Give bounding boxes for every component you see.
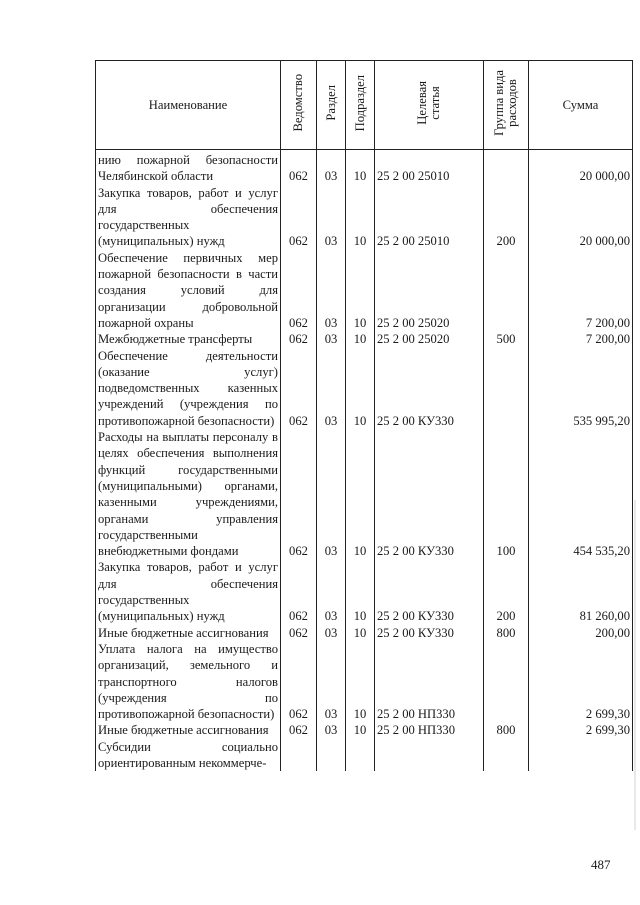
row-section: 03 xyxy=(317,348,346,429)
row-dept: 062 xyxy=(281,625,317,641)
table-row xyxy=(96,722,633,738)
row-target: 25 2 00 25020 xyxy=(375,250,484,331)
row-target: 25 2 00 КУ330 xyxy=(375,559,484,624)
row-subsection: 10 xyxy=(346,429,375,559)
row-sum: 535 995,20 xyxy=(529,348,633,429)
row-group: 100 xyxy=(484,429,529,559)
table-row xyxy=(96,429,633,559)
row-dept: 062 xyxy=(281,722,317,738)
row-dept: 062 xyxy=(281,185,317,250)
row-name: Обеспечение деятельности (оказание услуг) подведомственных казенных учреждений (учреждения по противопожарной безопасности) xyxy=(96,348,281,429)
row-subsection: 10 xyxy=(346,641,375,722)
row-name: Обеспечение первичных мер пожарной безопасности в части создания условий для организации добровольной пожарной охраны xyxy=(96,250,281,331)
row-name: Закупка товаров, работ и услуг для обеспечения государственных (муниципальных) нужд xyxy=(96,185,281,250)
row-section: 03 xyxy=(317,150,346,185)
row-section: 03 xyxy=(317,331,346,347)
row-target: 25 2 00 КУ330 xyxy=(375,348,484,429)
row-group: 500 xyxy=(484,331,529,347)
header-target: Целевая статья xyxy=(375,61,484,150)
row-name: Расходы на выплаты персоналу в целях обеспечения выполнения функций государственными (муниципальными) органами, казенными учреждениями, органами управления государственными внебюджетными фондами xyxy=(96,429,281,559)
row-dept: 062 xyxy=(281,150,317,185)
row-name: Субсидии социально ориентированным некоммерче- xyxy=(96,739,281,772)
page-number: 487 xyxy=(591,857,611,872)
row-dept: 062 xyxy=(281,250,317,331)
header-name: Наименование xyxy=(96,61,281,150)
header-sum: Сумма xyxy=(529,61,633,150)
row-subsection: 10 xyxy=(346,559,375,624)
row-dept: 062 xyxy=(281,429,317,559)
header-group: Группа вида расходов xyxy=(484,61,529,150)
row-group xyxy=(484,348,529,429)
row-sum: 2 699,30 xyxy=(529,641,633,722)
row-dept: 062 xyxy=(281,641,317,722)
row-target: 25 2 00 НП330 xyxy=(375,641,484,722)
row-section: 03 xyxy=(317,722,346,738)
row-group xyxy=(484,641,529,722)
row-subsection xyxy=(346,739,375,772)
row-name: Закупка товаров, работ и услуг для обеспечения государственных (муниципальных) нужд xyxy=(96,559,281,624)
row-sum: 20 000,00 xyxy=(529,150,633,185)
table-row xyxy=(96,625,633,641)
row-group: 200 xyxy=(484,559,529,624)
table-row xyxy=(96,641,633,722)
row-name: нию пожарной безопасности Челябинской области xyxy=(96,150,281,185)
row-section: 03 xyxy=(317,641,346,722)
row-name: Иные бюджетные ассигнования xyxy=(96,722,281,738)
row-sum: 2 699,30 xyxy=(529,722,633,738)
row-target: 25 2 00 КУ330 xyxy=(375,625,484,641)
row-subsection: 10 xyxy=(346,150,375,185)
row-name: Иные бюджетные ассигнования xyxy=(96,625,281,641)
table-row xyxy=(96,331,633,347)
row-group: 200 xyxy=(484,185,529,250)
header-dept: Ведомство xyxy=(281,61,317,150)
row-subsection: 10 xyxy=(346,250,375,331)
row-sum: 200,00 xyxy=(529,625,633,641)
row-subsection: 10 xyxy=(346,625,375,641)
table-body xyxy=(96,150,633,772)
row-section xyxy=(317,739,346,772)
row-subsection: 10 xyxy=(346,185,375,250)
row-sum: 7 200,00 xyxy=(529,250,633,331)
table-row xyxy=(96,150,633,185)
table-row xyxy=(96,348,633,429)
table-row xyxy=(96,739,633,772)
row-group xyxy=(484,250,529,331)
budget-table xyxy=(95,60,633,771)
row-target: 25 2 00 25010 xyxy=(375,150,484,185)
table-row xyxy=(96,185,633,250)
row-group: 800 xyxy=(484,722,529,738)
row-sum: 20 000,00 xyxy=(529,185,633,250)
row-subsection: 10 xyxy=(346,348,375,429)
row-dept: 062 xyxy=(281,348,317,429)
row-name: Уплата налога на имущество организаций, земельного и транспортного налогов (учреждения по противопожарной безопасности) xyxy=(96,641,281,722)
row-group xyxy=(484,150,529,185)
row-section: 03 xyxy=(317,429,346,559)
row-target: 25 2 00 25020 xyxy=(375,331,484,347)
row-subsection: 10 xyxy=(346,722,375,738)
row-sum: 81 260,00 xyxy=(529,559,633,624)
table-row xyxy=(96,559,633,624)
row-dept: 062 xyxy=(281,331,317,347)
header-section: Раздел xyxy=(317,61,346,150)
row-group xyxy=(484,739,529,772)
row-section: 03 xyxy=(317,559,346,624)
scan-edge xyxy=(634,500,636,830)
row-subsection: 10 xyxy=(346,331,375,347)
row-target xyxy=(375,739,484,772)
row-section: 03 xyxy=(317,625,346,641)
row-sum: 7 200,00 xyxy=(529,331,633,347)
row-target: 25 2 00 25010 xyxy=(375,185,484,250)
table-header-row xyxy=(96,61,633,150)
row-section: 03 xyxy=(317,250,346,331)
row-dept xyxy=(281,739,317,772)
row-sum xyxy=(529,739,633,772)
row-target: 25 2 00 КУ330 xyxy=(375,429,484,559)
row-dept: 062 xyxy=(281,559,317,624)
row-sum: 454 535,20 xyxy=(529,429,633,559)
row-target: 25 2 00 НП330 xyxy=(375,722,484,738)
row-group: 800 xyxy=(484,625,529,641)
header-subsection: Подраздел xyxy=(346,61,375,150)
row-name: Межбюджетные трансферты xyxy=(96,331,281,347)
table-row xyxy=(96,250,633,331)
row-section: 03 xyxy=(317,185,346,250)
